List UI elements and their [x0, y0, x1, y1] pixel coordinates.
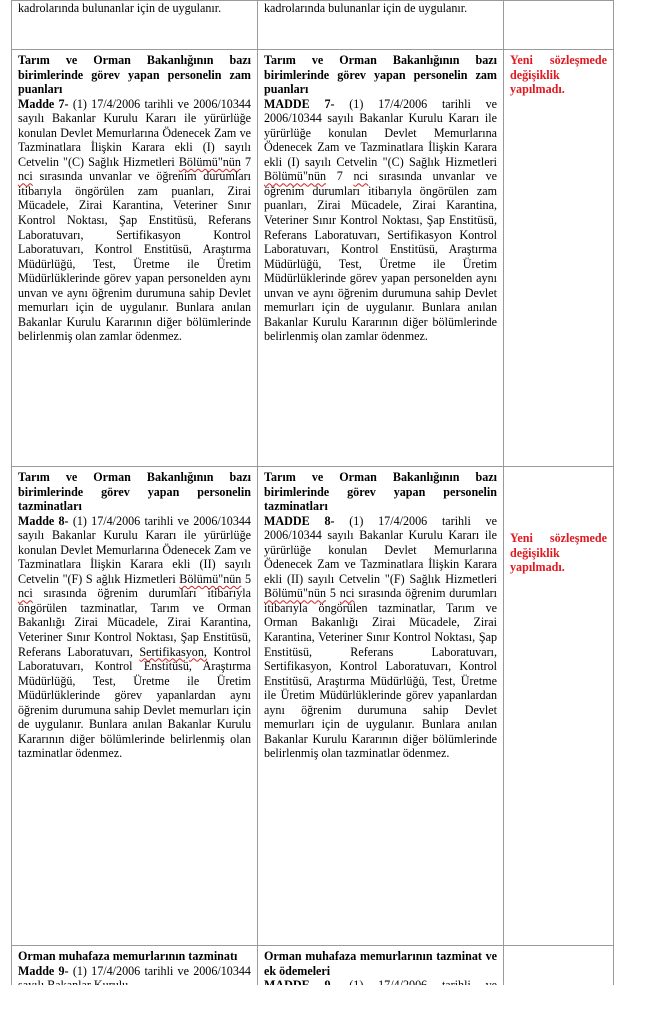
spellcheck-word: Sertifikasyon,	[139, 644, 207, 659]
spellcheck-word: Bölümü"nün	[179, 571, 242, 586]
article-number: Madde 7-	[18, 96, 69, 111]
old-text-cell	[12, 50, 258, 467]
article-title: Tarım ve Orman Bakanlığının bazı birimlerinde görev yapan personelin zam puanları	[18, 53, 251, 97]
new-text-cell	[258, 1, 504, 50]
page-bottom-margin	[0, 985, 660, 1029]
article-text: 7	[240, 154, 251, 169]
spellcheck-word: Bölümü"nün	[264, 586, 327, 601]
change-note: Yeni sözleşmede değişiklik yapılmadı.	[510, 53, 607, 97]
article-text: sırasında unvanlar ve öğrenim durumları itibarıyla öngörülen zam puanları, Zirai Mücadele, Zirai Karantina, Veteriner Sınır Kontrol Noktası, Şap Enstitüsü, Referans Laboratuvarı, Sertifikasyon Kontrol Laboratuvarı, Kontrol Enstitüsü, Araştırma Müdürlüğü, Test, Üretme ile Üretim Müdürlüklerinde görev yapan personelden aynı unvan ve aynı öğrenim durumuna sahip Devlet memurları için de uygulanır. Bunlara anılan Bakanlar Kurulu Kararının diğer bölümlerinde belirlenmiş olan zamlar ödenmez.	[18, 169, 251, 344]
note-cell	[504, 1, 614, 50]
note-cell	[504, 50, 614, 467]
article-text: sırasında öğrenim durumları itibarıyla öngörülen tazminatlar, Tarım ve Orman Bakanlığı Zirai Mücadele, Zirai Karantina, Veteriner Sınır Kontrol Noktası, Şap Enstitüsü, Referans Laboratuvarı, Sertifikasyon, Kontrol Laboratuvarı, Kontrol Enstitüsü, Araştırma Müdürlüğü, Test, Üretme ile Üretim Müdürlüklerinde görev yapanlardan aynı öğrenim durumuna sahip Devlet memurları için de uygulanır. Bunlara anılan Bakanlar Kurulu Kararının diğer bölümlerinde belirlenmiş olan tazminatlar ödenmez.	[264, 586, 497, 761]
new-text-cell	[258, 50, 504, 467]
article-number: Madde 9-	[18, 963, 69, 978]
article-number: Madde 8-	[18, 513, 69, 528]
table-row	[12, 50, 614, 467]
article-text: (1) 17/4/2006 tarihli ve 2006/10344	[72, 963, 251, 978]
spellcheck-word: nci	[18, 586, 33, 601]
article-number: MADDE 8-	[264, 513, 335, 528]
article-title: Tarım ve Orman Bakanlığının bazı birimlerinde görev yapan personelin tazminatları	[264, 470, 497, 514]
article-number: MADDE 7-	[264, 96, 335, 111]
article-text: (1) 17/4/2006 tarihli ve 2006/10344 sayılı Bakanlar Kurulu Kararı ile yürürlüğe konulan Devlet Memurlarına Ödenecek Zam ve Tazminatlara İlişkin Karara ekli (II) sayılı Cetvelin "(F) S ağlık Hizmetleri	[18, 513, 251, 586]
article-text: 5	[326, 586, 340, 601]
old-text-cell	[12, 467, 258, 946]
article-text: sırasında unvanlar ve öğrenim durumları itibarıyla öngörülen zam puanları, Zirai Mücadele, Zirai Karantina, Veteriner Sınır Kontrol Noktası, Şap Enstitüsü, Referans Laboratuvarı, Sertifikasyon Kontrol Laboratuvarı, Kontrol Enstitüsü, Araştırma Müdürlüğü, Test, Üretme ile Üretim Müdürlüklerinde görev yapan personelden aynı unvan ve aynı öğrenim durumuna sahip Devlet memurları için de uygulanır. Bunlara anılan Bakanlar Kurulu Kararının diğer bölümlerinde belirlenmiş olan zamlar ödenmez.	[264, 169, 497, 344]
article-text: (1) 17/4/2006 tarihli ve 2006/10344 sayılı Bakanlar Kurulu Kararı ile yürürlüğe konulan Devlet Memurlarına Ödenecek Zam ve Tazminatlara İlişkin Karara ekli (II) sayılı Cetvelin "(F) Sağlık Hizmetleri	[264, 513, 497, 586]
article-text: sırasında öğrenim durumları itibarıyla öngörülen tazminatlar, Tarım ve Orman Bakanlığı Zirai Mücadele, Zirai Karantina, Veteriner Sınır Kontrol Noktası, Şap Enstitüsü, Referans Laboratuvarı,	[18, 586, 251, 659]
spellcheck-word: Bölümü"nün	[264, 169, 327, 184]
spellcheck-word: Bölümü"nün	[178, 154, 241, 169]
comparison-table	[11, 0, 614, 1018]
spellcheck-word: nci	[353, 169, 369, 184]
new-text-cell	[258, 467, 504, 946]
article-title: Orman muhafaza memurlarının tazminat ve ek ödemeleri	[264, 949, 497, 978]
article-text: kadrolarında bulunanlar için de uygulanır.	[264, 1, 468, 15]
old-text-cell	[12, 1, 258, 50]
article-text: (1) 17/4/2006 tarihli ve 2006/10344 sayılı Bakanlar Kurulu Kararı ile yürürlüğe konulan Devlet Memurlarına Ödenecek Zam ve Tazminatlara İlişkin Karara ekli (I) sayılı Cetvelin "(C) Sağlık Hizmetleri	[18, 96, 251, 169]
spellcheck-word: nci	[18, 169, 33, 184]
article-text: 7	[326, 169, 354, 184]
article-title: Tarım ve Orman Bakanlığının bazı birimlerinde görev yapan personelin tazminatları	[18, 470, 251, 514]
article-title: Orman muhafaza memurlarının tazminatı	[18, 949, 238, 963]
table-row	[12, 1, 614, 50]
article-text: Kontrol Laboratuvarı, Kontrol Enstitüsü, Araştırma Müdürlüğü, Test, Üretme ile Üretim Müdürlüklerinde görev yapanlardan aynı öğrenim durumuna sahip Devlet memurları için de uygulanır. Bunlara anılan Bakanlar Kurulu Kararının diğer bölümlerinde belirlenmiş olan tazminatlar ödenmez.	[18, 644, 251, 761]
article-text: 5	[241, 571, 251, 586]
change-note: Yeni sözleşmede değişiklik yapılmadı.	[510, 531, 607, 575]
article-title: Tarım ve Orman Bakanlığının bazı birimlerinde görev yapan personelin zam puanları	[264, 53, 497, 97]
article-text: kadrolarında bulunanlar için de uygulanır.	[18, 1, 222, 15]
table-row	[12, 467, 614, 946]
spellcheck-word: nci	[339, 586, 355, 601]
article-text: (1) 17/4/2006 tarihli ve 2006/10344 sayılı Bakanlar Kurulu Kararı ile yürürlüğe konulan Devlet Memurlarına Ödenecek Zam ve Tazminatlara İlişkin Karara ekli (I) sayılı Cetvelin "(C) Sağlık Hizmetleri	[264, 96, 497, 169]
note-cell	[504, 467, 614, 946]
